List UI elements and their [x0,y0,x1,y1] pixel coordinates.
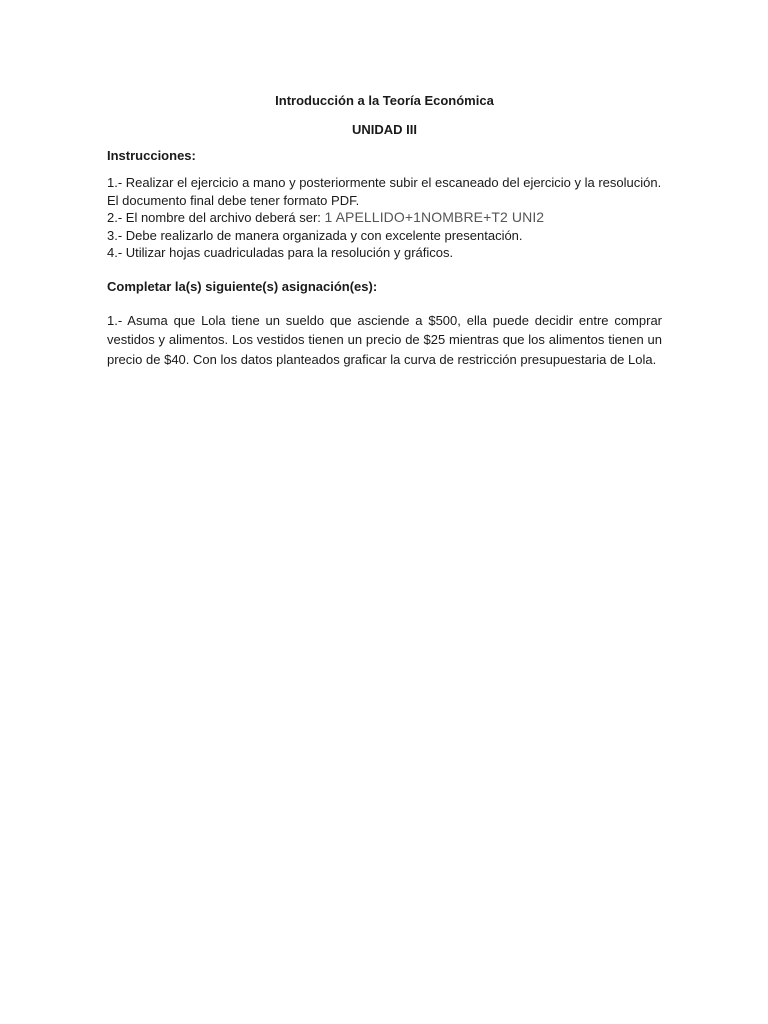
instruction-item: 1.- Realizar el ejercicio a mano y posteriormente subir el escaneado del ejercicio y la resolución. El documento final debe tener formato PDF. [107,175,662,208]
document-title: Introducción a la Teoría Económica [275,93,494,108]
assignment-heading: Completar la(s) siguiente(s) asignación(es): [107,278,378,294]
instruction-item: 3.- Debe realizarlo de manera organizada y con excelente presentación. [107,227,523,243]
assignment-text: 1.- Asuma que Lola tiene un sueldo que asciende a $500, ella puede decidir entre comprar vestidos y alimentos. Los vestidos tienen un precio de $25 mientras que los alimentos tienen un precio de $40. Con los datos planteados graficar la curva de restricción presupuestaria de Lola. [107,312,662,367]
instruction-item [107,209,662,227]
instruction-text: 2.- El nombre del archivo deberá ser: [107,210,325,225]
instruction-item: 4.- Utilizar hojas cuadriculadas para la resolución y gráficos. [107,245,454,260]
instructions-heading: Instrucciones: [107,148,196,163]
filename-format: 1 APELLIDO+1NOMBRE+T2 UNI2 [324,209,545,225]
instructions-list [107,174,662,262]
unit-title: UNIDAD III [352,122,417,137]
